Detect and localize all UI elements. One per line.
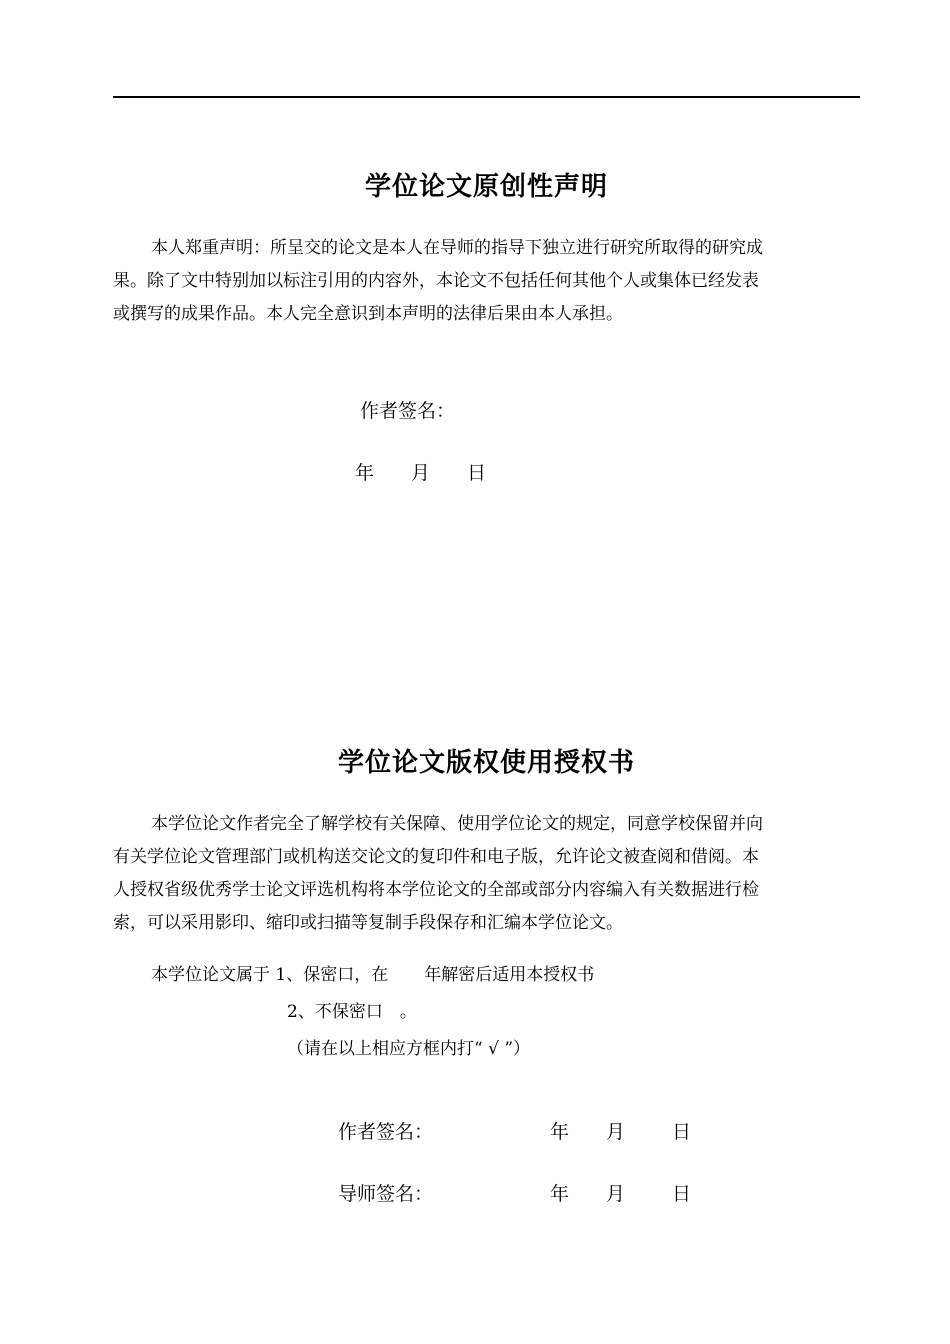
authorization-advisor-date-line xyxy=(550,1179,691,1206)
confidentiality-option-2: 2、不保密口 。 xyxy=(287,1002,417,1022)
authorization-line-4: 索，可以采用影印、缩印或扫描等复制手段保存和汇编本学位论文。 xyxy=(113,913,623,933)
date-day-label: 日 xyxy=(672,1183,692,1205)
authorization-line-3: 人授权省级优秀学士论文评选机构将本学位论文的全部或部分内容编入有关数据进行检 xyxy=(113,880,759,900)
date-day-label: 日 xyxy=(672,1121,692,1143)
date-month-label: 月 xyxy=(606,1121,626,1143)
declaration-paragraph xyxy=(113,232,860,331)
confidentiality-option-1 xyxy=(151,960,594,985)
date-year-label: 年 xyxy=(355,462,375,484)
date-month-label: 月 xyxy=(606,1183,626,1205)
date-year-label: 年 xyxy=(550,1121,570,1143)
header-rule xyxy=(113,96,860,98)
option-1-suffix: 年解密后适用本授权书 xyxy=(424,965,595,985)
authorization-author-date-line xyxy=(550,1117,691,1144)
authorization-title: 学位论文版权使用授权书 xyxy=(337,748,635,778)
authorization-author-signature-label: 作者签名： xyxy=(338,1121,434,1143)
authorization-line-1: 本学位论文作者完全了解学校有关保障、使用学位论文的规定，同意学校保留并向 xyxy=(151,814,763,834)
declaration-line-2: 果。除了文中特别加以标注引用的内容外，本论文不包括任何其他个人或集体已经发表 xyxy=(113,271,759,291)
authorization-line-2: 有关学位论文管理部门或机构送交论文的复印件和电子版，允许论文被查阅和借阅。本 xyxy=(113,847,759,867)
authorization-paragraph xyxy=(113,808,860,940)
declaration-date-line xyxy=(355,458,486,485)
declaration-line-3: 或撰写的成果作品。本人完全意识到本声明的法律后果由本人承担。 xyxy=(113,304,623,324)
date-day-label: 日 xyxy=(467,462,487,484)
declaration-title: 学位论文原创性声明 xyxy=(364,172,608,202)
option-1-prefix: 本学位论文属于 1、保密口，在 xyxy=(151,965,389,985)
declaration-line-1: 本人郑重声明：所呈交的论文是本人在导师的指导下独立进行研究所取得的研究成 xyxy=(151,238,763,258)
checkbox-instruction-note: （请在以上相应方框内打“ √ ”） xyxy=(287,1039,531,1059)
authorization-advisor-signature-label: 导师签名： xyxy=(338,1183,434,1205)
date-year-label: 年 xyxy=(550,1183,570,1205)
date-month-label: 月 xyxy=(411,462,431,484)
declaration-author-signature-label: 作者签名： xyxy=(360,400,456,422)
